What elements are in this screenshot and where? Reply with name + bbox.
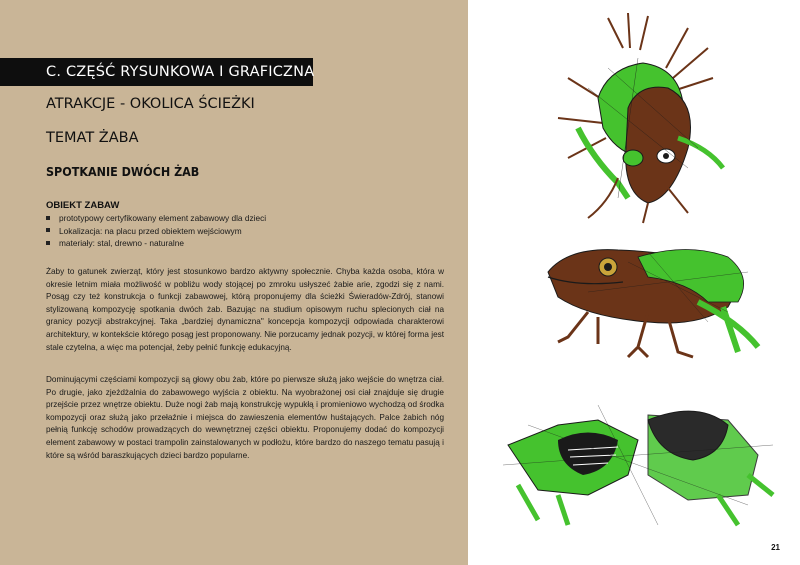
heading-attractions: ATRAKCJE - OKOLICA ŚCIEŻKI [46,96,255,112]
object-heading: OBIEKT ZABAW [46,200,120,211]
body-paragraph-2: Dominującymi częściami kompozycji są głowy obu żab, które po pierwsze służą jako wejście do wnętrza ciał. Po drugie, jako zjeżdżalnia do zabawowego wyjścia z obiektu. Na wyobrażonej osi ciał znajduje się drugie przejście przez wnętrze obiektu. Duże nogi żab mają konstrukcję wypukłą i promieniowo wychodzą od środka kompozycji oraz służą jako przełaźnie i miejsca do zawieszenia elementów huśtających. Palce żabich nóg pełnią funkcję schodów prowadzących do wewnętrznej części obiektu. Proponujemy dodać do kompozycji element zabawowy w postaci trampolin zainstalowanych w podłożu, które bardzo do naszego tematu pasują i które są wśród baraszkujących dzieci bardzo popularne. [46,375,444,460]
frog-sketch-top-view [548,8,728,228]
feature-list [46,212,266,250]
frog-sketch-side-view [528,232,768,362]
list-item: prototypowy certyfikowany element zabawowy dla dzieci [46,212,266,225]
bullet-square-icon [46,216,50,220]
section-title-bar: C. CZĘŚĆ RYSUNKOWA I GRAFICZNA [0,58,313,86]
right-illustration-panel [468,0,800,565]
bullet-square-icon [46,241,50,245]
heading-meeting: SPOTKANIE DWÓCH ŻAB [46,165,200,179]
page-number: 21 [771,543,780,552]
bullet-square-icon [46,228,50,232]
heading-theme: TEMAT ŻABA [46,130,139,146]
body-paragraph-1: Żaby to gatunek zwierząt, który jest stosunkowo bardzo aktywny społecznie. Chyba każda osoba, która w okresie letnim miała możliwość w pobliżu wody stojącej po zmroku usłyszeć żabie arie, zgodzi się z nami. Posąg czy też konstrukcja o funkcji zabawowej, którą proponujemy dla ścieżki Świeradów-Zdrój, stanowi stylizowaną kompozycję spotkania dwóch żab. Bazując na studium opisowym ruchu splecionych ciał na granicy pozycji abstrakcyjnej. Taka „bardziej dynamiczna" koncepcja kompozycji odpowiada charakterowi architektury, w kontekście którego posąg jest proponowany. Nie porzucamy jednak pozycji, w której forma jest stale czytelna, a więc ma potencjał, żeby pełnić funkcję edukacyjną. [46,267,444,352]
frog-sketch-abstract [498,385,778,535]
list-item: Lokalizacja: na placu przed obiektem wejściowym [46,225,266,238]
list-item: materiały: stal, drewno - naturalne [46,237,266,250]
